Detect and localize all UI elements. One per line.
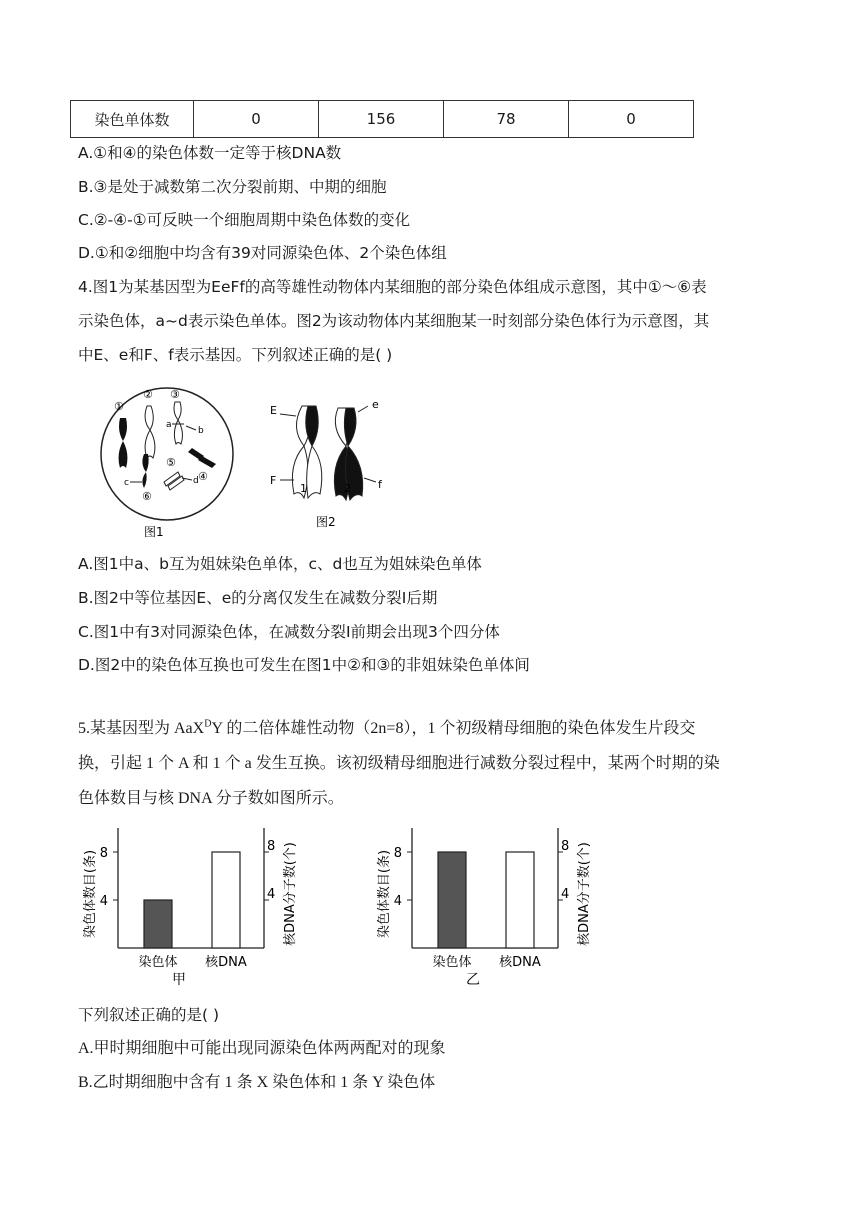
category-label: 核DNA (499, 955, 541, 970)
table-cell: 156 (319, 101, 444, 138)
table-cell: 78 (444, 101, 569, 138)
q4-stem-line2: 示染色体，a~d表示染色单体。图2为该动物体内某细胞某一时刻部分染色体行为示意图，其 (78, 312, 710, 330)
chart-title: 乙 (466, 972, 480, 988)
fig2-label-F: F (270, 474, 277, 487)
q5-option-b: B.乙时期细胞中含有 1 条 X 染色体和 1 条 Y 染色体 (78, 1074, 436, 1091)
chromosome-2 (145, 406, 155, 458)
q4-stem-line3: 中E、e和F、f表示基因。下列叙述正确的是( ) (78, 346, 393, 364)
figure-1-cell-diagram (92, 386, 242, 542)
fig2-label-E: E (270, 404, 277, 417)
chromosome-4 (188, 448, 216, 468)
bar-1 (144, 900, 172, 948)
q5-stem-line1 (78, 718, 695, 740)
q5-stem-line3: 色体数目与核 DNA 分子数如图所示。 (78, 790, 344, 807)
y-axis-title-right: 核DNA分子数(个) (577, 842, 592, 946)
q4-stem-line1: 4.图1为某基因型为EeFf的高等雄性动物体内某细胞的部分染色体组成示意图，其中①～⑥表 (78, 278, 707, 296)
chromosome-pair-1 (292, 406, 321, 498)
fig2-label-2: 2 (344, 482, 351, 495)
q4-option-c: C.图1中有3对同源染色体，在减数分裂Ⅰ前期会出现3个四分体 (78, 623, 500, 641)
category-label: 核DNA (205, 955, 247, 970)
bar-2 (212, 852, 240, 948)
chart-jia (74, 818, 324, 988)
q5-stem-line2: 换，引起 1 个 A 和 1 个 a 发生互换。该初级精母细胞进行减数分裂过程中，某两个时期的染 (78, 755, 720, 772)
q5-question: 下列叙述正确的是( ) (78, 1006, 220, 1024)
right-tick-label: 8 (561, 839, 570, 854)
category-label: 染色体 (432, 955, 472, 970)
fig2-label-1: 1 (300, 482, 307, 495)
left-tick-label: 4 (393, 894, 402, 909)
left-tick-label: 8 (99, 846, 108, 861)
chromatid-count-table (70, 100, 694, 138)
fig1-label-c: c (124, 478, 129, 488)
table-row (71, 101, 694, 138)
chromosome-5 (164, 472, 184, 490)
figure-2-caption: 图2 (316, 515, 336, 529)
y-axis-title-left: 染色体数目(条) (83, 849, 98, 939)
fig1-label-3: ③ (170, 388, 180, 401)
left-tick-label: 8 (393, 846, 402, 861)
q5-stem-pre: 5.某基因型为 AaX (78, 720, 205, 737)
right-tick-label: 8 (267, 839, 276, 854)
q5-stem-post: Y 的二倍体雄性动物（2n=8），1 个初级精母细胞的染色体发生片段交 (211, 720, 696, 737)
right-tick-label: 4 (561, 887, 570, 902)
table-cell: 0 (194, 101, 319, 138)
bar-2 (506, 852, 534, 948)
fig1-label-5: ⑤ (166, 456, 176, 469)
q3-option-b: B.③是处于减数第二次分裂前期、中期的细胞 (78, 178, 387, 196)
fig1-label-d: d (193, 476, 199, 486)
fig1-label-4: ④ (198, 470, 208, 483)
fig1-label-b: b (198, 426, 204, 436)
chromosome-6 (142, 454, 148, 488)
fig2-label-f: f (378, 478, 382, 491)
q3-option-c: C.②-④-①可反映一个细胞周期中染色体数的变化 (78, 211, 411, 229)
chart-title: 甲 (172, 972, 186, 988)
fig1-label-1: ① (114, 400, 124, 413)
table-cell: 0 (569, 101, 694, 138)
right-tick-label: 4 (267, 887, 276, 902)
q4-option-a: A.图1中a、b互为姐妹染色单体，c、d也互为姐妹染色单体 (78, 555, 482, 573)
y-axis-title-right: 核DNA分子数(个) (283, 842, 298, 946)
bar-1 (438, 852, 466, 948)
q4-option-b: B.图2中等位基因E、e的分离仅发生在减数分裂Ⅰ后期 (78, 589, 438, 607)
chromosome-3 (174, 402, 182, 444)
q5-stem-sup: D (204, 718, 212, 730)
fig2-label-e: e (372, 398, 379, 411)
fig1-label-6: ⑥ (142, 490, 152, 503)
q3-option-a: A.①和④的染色体数一定等于核DNA数 (78, 144, 342, 162)
left-tick-label: 4 (99, 894, 108, 909)
chart-yi (368, 818, 618, 988)
q5-option-a: A.甲时期细胞中可能出现同源染色体两两配对的现象 (78, 1040, 446, 1057)
y-axis-title-left: 染色体数目(条) (377, 849, 392, 939)
figure-2-crossover-diagram (264, 394, 394, 536)
q4-option-d: D.图2中的染色体互换也可发生在图1中②和③的非姐妹染色单体间 (78, 656, 530, 674)
category-label: 染色体 (138, 955, 178, 970)
table-row-header: 染色单体数 (71, 101, 194, 138)
chromosome-1 (119, 418, 128, 468)
q3-option-d: D.①和②细胞中均含有39对同源染色体、2个染色体组 (78, 244, 447, 262)
fig1-label-a: a (166, 420, 172, 430)
fig1-label-2: ② (143, 388, 153, 401)
figure-1-caption: 图1 (144, 525, 164, 539)
